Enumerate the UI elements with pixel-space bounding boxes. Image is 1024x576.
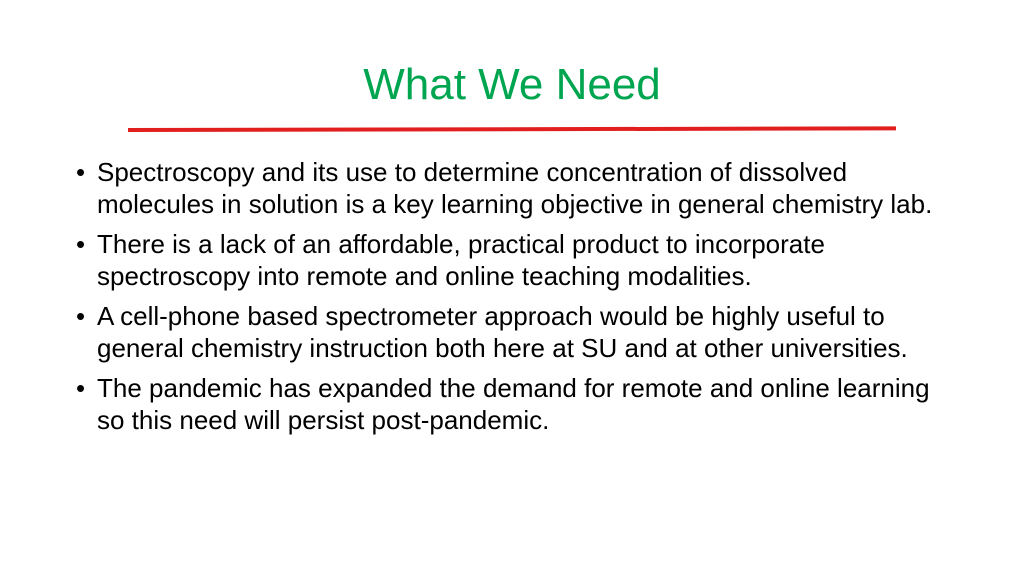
bullet-icon: • [76,157,86,187]
bullet-list [76,156,956,444]
bullet-icon: • [76,229,86,259]
bullet-text: Spectroscopy and its use to determine concentration of dissolved molecules in solution is a key learning objective in general chemistry lab. [97,157,933,219]
slide-title: What We Need [363,60,661,109]
bullet-text: A cell-phone based spectrometer approach would be highly useful to general chemistry instruction both here at SU and at other universities. [97,301,908,363]
bullet-icon: • [76,301,86,331]
bullet-icon: • [76,373,86,403]
bullet-text: The pandemic has expanded the demand for remote and online learning so this need will persist post-pandemic. [97,373,930,435]
bullet-item [76,156,956,220]
bullet-item [76,300,956,364]
bullet-text: There is a lack of an affordable, practical product to incorporate spectroscopy into remote and online teaching modalities. [97,229,825,291]
title-underline [128,126,896,132]
bullet-item [76,228,956,292]
bullet-item [76,372,956,436]
